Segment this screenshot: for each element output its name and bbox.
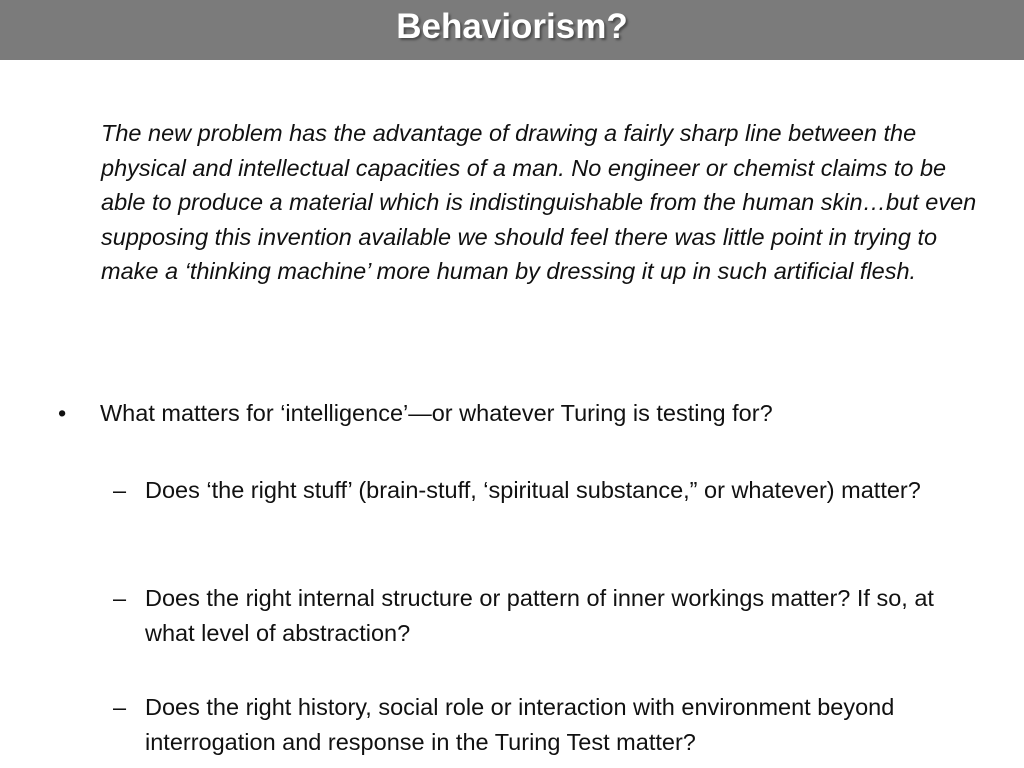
bullet-text: What matters for ‘intelligence’—or whatever Turing is testing for? [100,400,773,426]
sub-item-text: Does the right history, social role or interaction with environment beyond interrogation and response in the Turing Test matter? [145,694,895,755]
sub-item-marker: – [113,694,127,720]
title-bar [0,0,1024,60]
sub-item-text: Does the right internal structure or pattern of inner workings matter? If so, at what level of abstraction? [145,585,934,646]
turing-quote: The new problem has the advantage of drawing a fairly sharp line between the physical and intellectual capacities of a man. No engineer or chemist claims to be able to produce a material which is indistinguishable from the human skin…but even supposing this invention available we should feel there was little point in trying to make a ‘thinking machine’ more human by dressing it up in such artificial flesh. [101,120,977,284]
bullet-marker: • [58,400,67,426]
slide-title: Behaviorism? [396,7,628,46]
sub-item-marker: – [113,585,127,611]
sub-item-marker: – [113,477,127,503]
sub-item-text: Does ‘the right stuff’ (brain-stuff, ‘spiritual substance,” or whatever) matter? [145,477,921,503]
